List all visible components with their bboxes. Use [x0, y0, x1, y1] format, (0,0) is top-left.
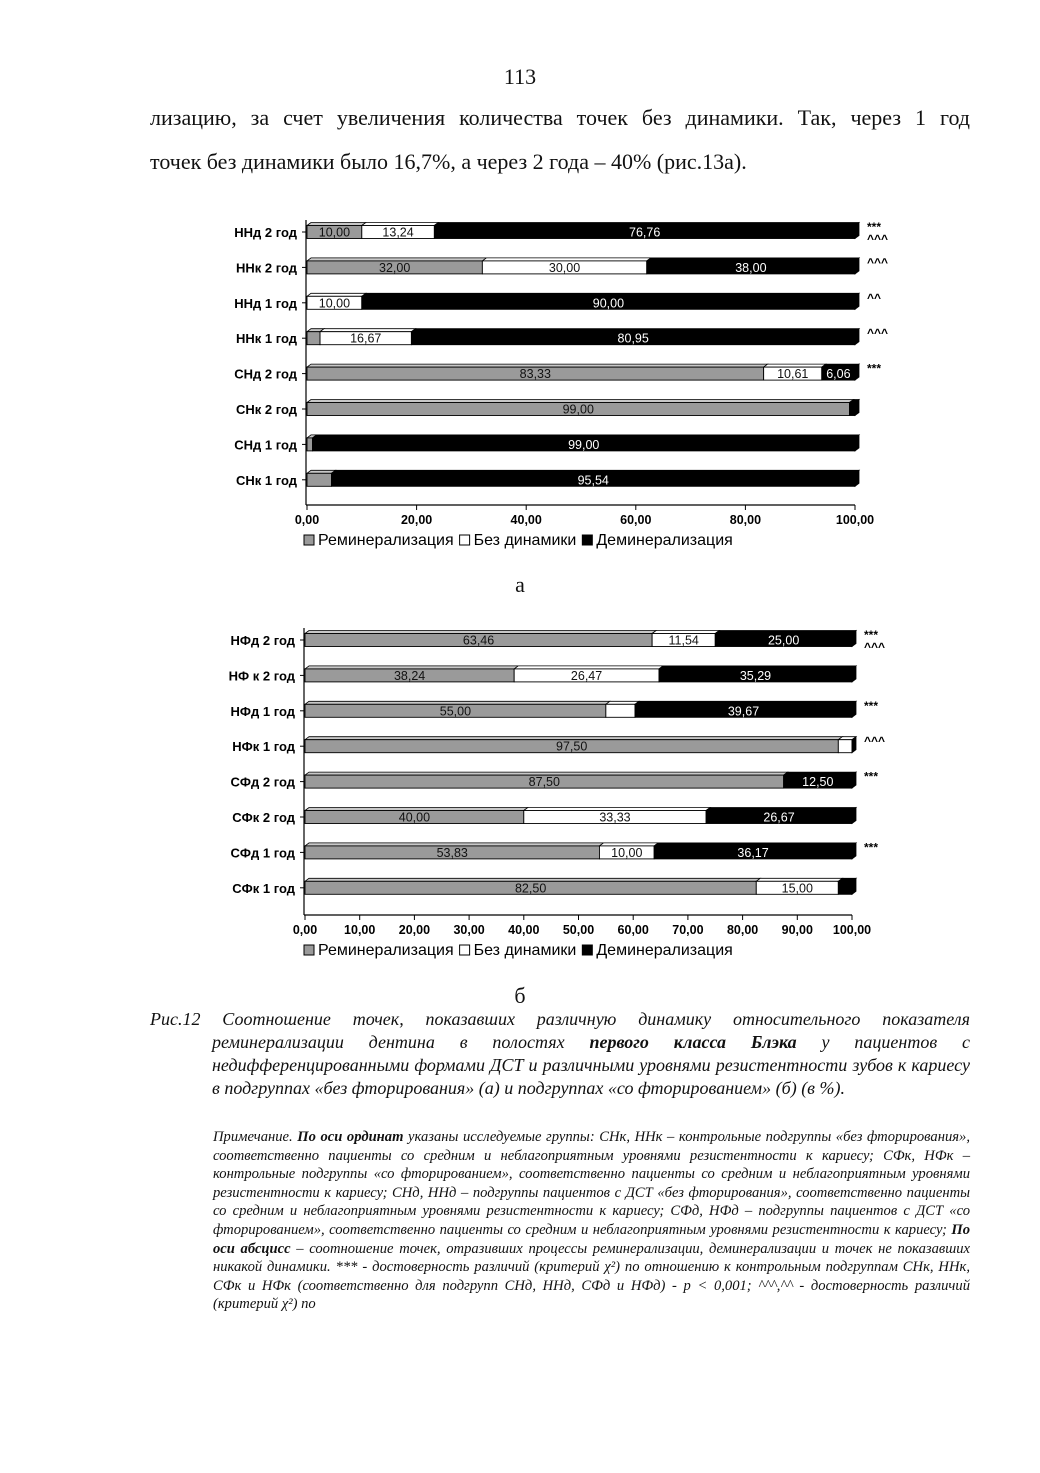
data-label: 32,00: [379, 260, 411, 275]
data-label: 99,00: [562, 402, 594, 417]
data-label: 26,67: [763, 810, 795, 825]
page-number: 113: [503, 64, 537, 89]
bar-side-face: [855, 329, 859, 345]
x-tick-label: 90,00: [781, 923, 813, 937]
legend-swatch-demin: [582, 945, 592, 955]
data-label: 99,00: [568, 437, 600, 452]
category-label: СНк 2 год: [235, 402, 297, 417]
bar-side-face: [852, 878, 856, 894]
category-label: НФд 1 год: [230, 703, 295, 719]
data-label: 35,29: [739, 668, 772, 683]
significance-mark: ***: [867, 220, 882, 234]
chart-a: [0, 205, 1040, 560]
intro-line-1: лизацию, за счет увеличения количества точек без динамики. Так, через 1 год: [150, 105, 970, 130]
significance-mark: ^^^: [867, 326, 889, 341]
category-label: СФк 1 год: [232, 880, 295, 896]
data-label: 6,06: [826, 367, 851, 382]
significance-mark: ***: [864, 769, 879, 784]
x-tick-label: 80,00: [729, 513, 762, 527]
data-label: 87,50: [528, 775, 560, 790]
legend-swatch-none: [460, 945, 470, 955]
bar-side-face: [855, 470, 859, 486]
x-tick-label: 20,00: [398, 923, 431, 937]
bar-side-face: [852, 701, 856, 717]
legend-swatch-none: [460, 535, 470, 545]
data-label: 25,00: [767, 633, 800, 648]
x-tick-label: 40,00: [510, 513, 542, 527]
x-tick-label: 0,00: [294, 513, 320, 527]
category-label: ННк 2 год: [235, 260, 297, 276]
category-label: СНк 1 год: [235, 472, 297, 488]
category-label: СНд 1 год: [234, 437, 297, 453]
data-label: 33,33: [599, 810, 631, 825]
significance-mark: ^^^: [864, 734, 886, 749]
legend-swatch-demin: [582, 535, 592, 545]
category-label: НФд 2 год: [230, 633, 295, 648]
bar-side-face: [855, 435, 859, 451]
note-ordinate-label: По оси ординат: [297, 1129, 404, 1145]
significance-mark: ***: [867, 361, 882, 376]
x-tick-label: 100,00: [832, 923, 872, 937]
significance-mark: ***: [864, 628, 879, 642]
x-tick-label: 30,00: [453, 923, 485, 937]
panel-label-a: а: [515, 572, 525, 597]
bar-segment-remin: [307, 473, 331, 486]
data-label: 90,00: [592, 296, 625, 311]
data-label: 15,00: [781, 881, 813, 896]
legend-swatch-remin: [304, 945, 314, 955]
bar-segment-remin: [307, 438, 312, 451]
note-ordinate-text: указаны исследуемые группы: СНк, ННк – контрольные подгруппы «без фторирования», соответственно пациенты со средним и неблагоприятным уровнями резистентности к кариесу; СФк, НФк – контрольные подгруппы «со фторированием», соответственно пациенты со средним и неблагоприятным уровнями резистентности к кариесу; СНд, ННд – подгруппы пациентов с ДСТ «без фторирования», соответственно пациенты со средним и неблагоприятным уровнями резистентности к кариесу; СФд, НФд – подгруппы пациентов с ДСТ «со фторированием», соответственно пациенты со средним и неблагоприятным уровнями резистентности к кариесу;: [213, 1129, 970, 1238]
x-tick-label: 50,00: [562, 923, 595, 937]
data-label: 53,83: [436, 845, 468, 860]
legend-label-none: Без динамики: [473, 532, 577, 549]
caption-prefix: Рис.12 Соотношение точек, показавших различную динамику относительного показателя реминерализации дентина в полостях: [150, 1009, 970, 1052]
significance-mark: ^^^: [864, 640, 886, 654]
data-label: 13,24: [382, 225, 414, 240]
category-label: СФк 2 год: [232, 810, 295, 825]
significance-mark: ^^^: [867, 255, 889, 270]
data-label: 30,00: [548, 260, 581, 275]
data-label: 63,46: [462, 633, 495, 648]
bar-side-face: [852, 843, 856, 859]
category-label: СНд 2 год: [234, 366, 297, 382]
legend-label-none: Без динамики: [473, 942, 577, 959]
data-label: 11,54: [668, 633, 699, 648]
figure-note: [213, 1128, 970, 1314]
bar-side-face: [855, 400, 859, 416]
significance-mark: ***: [864, 698, 879, 713]
category-label: ННд 1 год: [234, 295, 297, 311]
data-label: 10,61: [777, 367, 809, 382]
bar-side-face: [852, 772, 856, 788]
bar-segment-none: [838, 740, 852, 753]
bar-top-face: [307, 470, 335, 473]
significance-mark: ^^^: [867, 232, 889, 246]
data-label: 82,50: [514, 881, 547, 896]
data-label: 40,00: [398, 810, 431, 825]
x-tick-label: 10,00: [344, 923, 376, 937]
data-label: 10,00: [318, 225, 351, 240]
panel-label-b: б: [514, 983, 526, 1008]
bar-side-face: [855, 364, 859, 380]
category-label: ННд 2 год: [234, 225, 297, 240]
intro-line-2: точек без динамики было 16,7%, а через 2 года – 40% (рис.13а).: [150, 149, 747, 174]
data-label: 39,67: [727, 704, 760, 719]
chart-b: [0, 615, 1040, 970]
data-label: 38,00: [735, 260, 767, 275]
data-label: 95,54: [577, 473, 609, 488]
data-label: 10,00: [318, 296, 351, 311]
bar-top-face: [606, 701, 639, 704]
bar-side-face: [855, 258, 859, 274]
caption-bold: первого класса Блэка: [589, 1032, 797, 1052]
bar-side-face: [855, 223, 859, 239]
x-tick-label: 100,00: [835, 513, 875, 527]
bar-segment-demin: [838, 881, 852, 894]
note-abscissa-text: – соотношение точек, отразивших процессы реминерализации, деминерализации и точек не показавших никакой динамики. *** - достоверность различий (критерий χ²) по отношению к контрольным подгруппам СНк, ННк, СФк и НФк (соответственно для подгрупп СНд, ННд, СФд и НФд) - p < 0,001; ^^^,^^ - достоверность различий (критерий χ²) по: [213, 1240, 970, 1313]
legend-label-demin: Деминерализация: [596, 942, 733, 959]
bar-side-face: [855, 293, 859, 309]
data-label: 76,76: [629, 225, 661, 240]
category-label: СФд 1 год: [230, 845, 295, 861]
figure-caption: [150, 1008, 970, 1100]
note-abscissa-label: По оси абсцисс: [213, 1221, 970, 1257]
category-label: ННк 1 год: [235, 331, 297, 347]
note-intro: Примечание.: [213, 1129, 298, 1145]
legend-swatch-remin: [304, 535, 314, 545]
x-tick-label: 20,00: [400, 513, 433, 527]
bar-segment-demin: [850, 403, 855, 416]
x-tick-label: 60,00: [617, 923, 649, 937]
category-label: НФ к 2 год: [228, 668, 295, 684]
data-label: 55,00: [439, 704, 472, 719]
bar-segment-remin: [307, 332, 320, 345]
data-label: 36,17: [737, 845, 769, 860]
x-tick-label: 0,00: [292, 923, 318, 937]
bar-side-face: [852, 737, 856, 753]
legend-label-remin: Реминерализация: [318, 942, 454, 959]
category-label: НФк 1 год: [232, 739, 295, 755]
significance-mark: ^^: [867, 290, 882, 305]
data-label: 83,33: [519, 367, 551, 382]
legend-label-remin: Реминерализация: [318, 532, 454, 549]
data-label: 97,50: [556, 739, 588, 754]
significance-mark: ***: [864, 840, 879, 855]
data-label: 38,24: [393, 668, 426, 683]
category-label: СФд 2 год: [230, 774, 295, 790]
data-label: 16,67: [350, 331, 382, 346]
x-tick-label: 60,00: [620, 513, 652, 527]
legend-label-demin: Деминерализация: [596, 532, 733, 549]
data-label: 12,50: [802, 775, 834, 790]
bar-side-face: [852, 631, 856, 647]
bar-segment-none: [606, 704, 635, 717]
x-tick-label: 70,00: [672, 923, 704, 937]
data-label: 80,95: [617, 331, 649, 346]
x-tick-label: 40,00: [508, 923, 540, 937]
bar-side-face: [852, 666, 856, 682]
bar-side-face: [852, 808, 856, 824]
caption-suffix: у пациентов с недифференцированными формами ДСТ и различными уровнями резистентности зубов к кариесу в подгруппах «без фторирования» (а) и подгруппах «со фторированием» (б) (в %).: [212, 1032, 970, 1098]
x-tick-label: 80,00: [726, 923, 759, 937]
data-label: 26,47: [570, 668, 603, 683]
data-label: 10,00: [611, 845, 643, 860]
intro-text: [150, 96, 970, 184]
